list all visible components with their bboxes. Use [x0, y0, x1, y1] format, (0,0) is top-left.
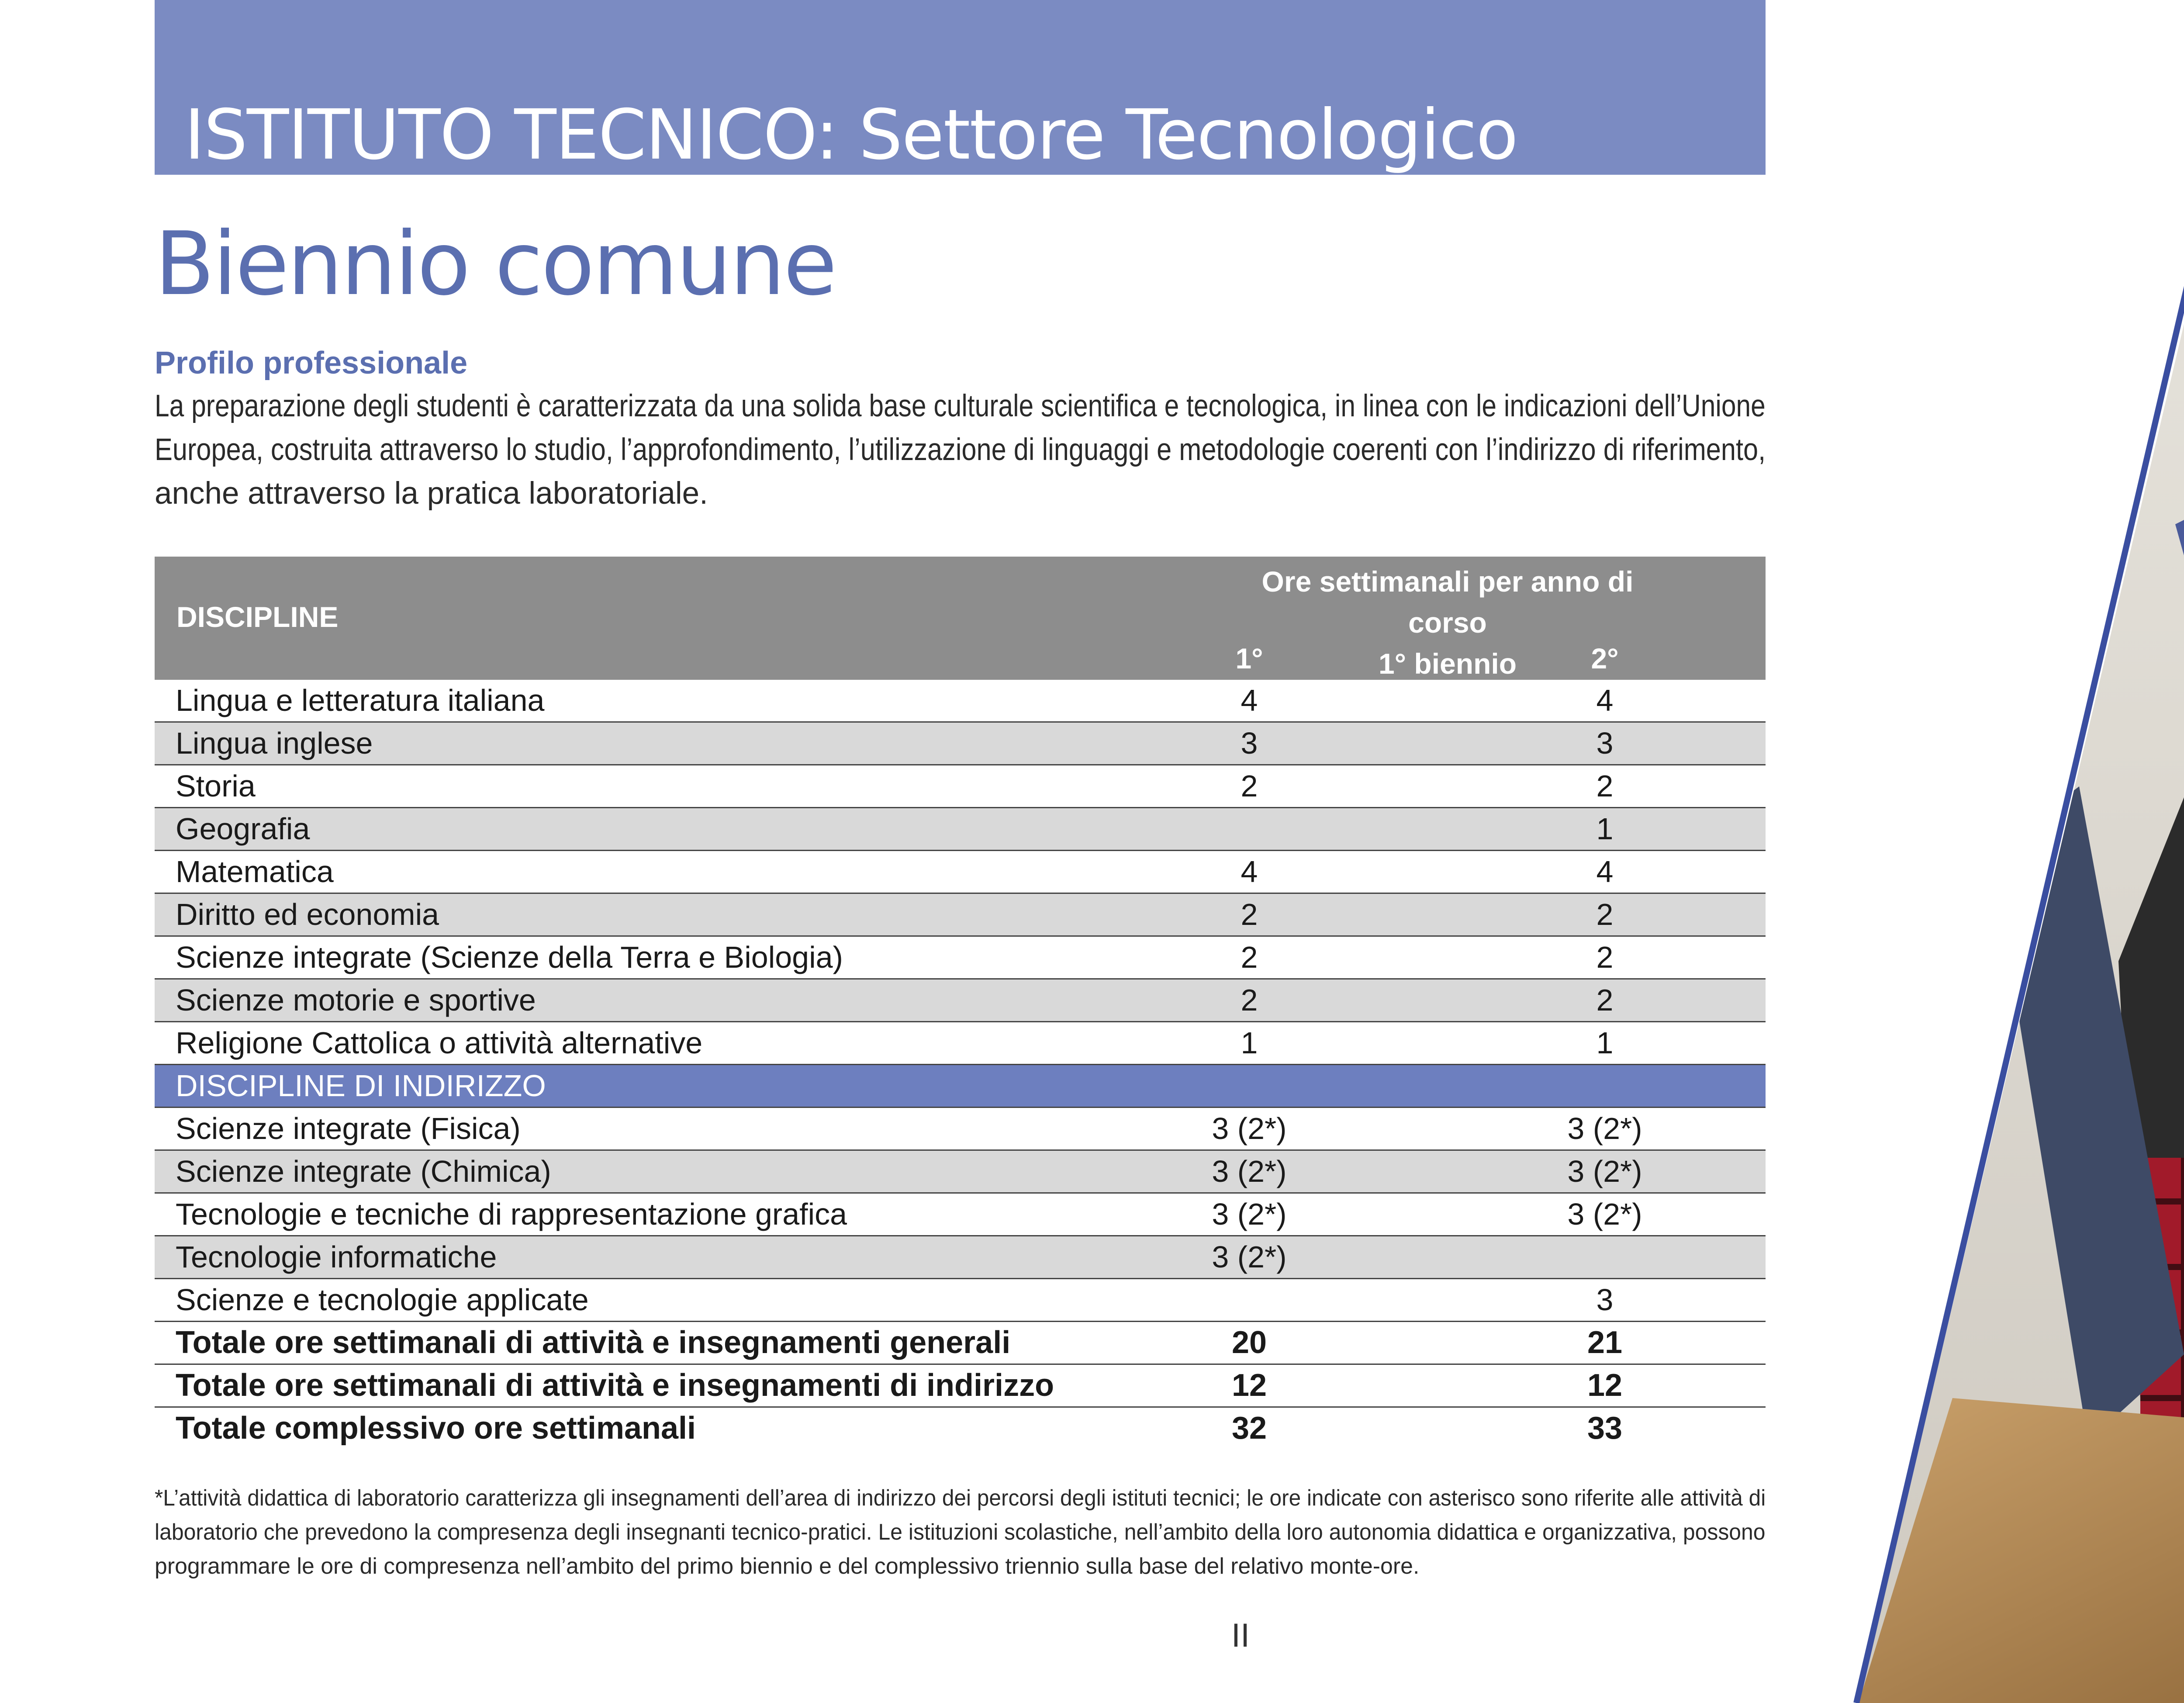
- row-hours-year2: 1: [1596, 812, 1614, 846]
- row-hours-year2: 21: [1587, 1325, 1623, 1360]
- row-hours-year1: 1: [1241, 1026, 1258, 1060]
- footnote-line: *L’attività didattica di laboratorio caratterizza gli insegnamenti dell’area di indirizzo dei percorsi degli istituti tecnici; le ore indicate con asterisco sono riferite alle attività di: [155, 1485, 1766, 1511]
- header-hours-line1: Ore settimanali per anno di corso: [1261, 565, 1634, 639]
- page-number: II: [1231, 1617, 1250, 1654]
- footnote-line: laboratorio che prevedono la compresenza degli insegnanti tecnico-pratici. Le istituzioni scolastiche, nell’ambito della loro autonomia didattica e organizzativa, possono: [155, 1520, 1766, 1545]
- row-hours-year2: 12: [1587, 1368, 1623, 1403]
- table-row: [155, 1322, 1766, 1365]
- row-hours-year2: 2: [1596, 940, 1614, 974]
- table-row: [155, 851, 1766, 894]
- profile-line: Europea, costruita attraverso lo studio, l’approfondimento, l’utilizzazione di linguaggi e metodologie coerenti con l’indirizzo di riferimento,: [155, 433, 1766, 467]
- table-row: [155, 1194, 1766, 1236]
- row-hours-year2: 3 (2*): [1567, 1111, 1642, 1146]
- table-row: [155, 980, 1766, 1022]
- row-discipline: DISCIPLINE DI INDIRIZZO: [176, 1069, 546, 1103]
- row-hours-year1: 3 (2*): [1212, 1240, 1287, 1274]
- row-discipline: Scienze integrate (Scienze della Terra e Biologia): [176, 940, 843, 974]
- header-year1: 1°: [1235, 642, 1263, 675]
- row-hours-year2: 2: [1596, 983, 1614, 1017]
- header-title: ISTITUTO TECNICO: Settore Tecnologico: [184, 95, 1517, 175]
- row-discipline: Storia: [176, 769, 256, 803]
- table-row: [155, 1065, 1766, 1108]
- table-header: [155, 557, 1766, 680]
- row-hours-year1: 3 (2*): [1212, 1154, 1287, 1188]
- table-body: [155, 680, 1766, 1449]
- row-hours-year2: 3 (2*): [1567, 1154, 1642, 1188]
- row-hours-year1: 32: [1231, 1411, 1267, 1446]
- row-hours-year1: 3 (2*): [1212, 1197, 1287, 1231]
- row-discipline: Matematica: [176, 855, 334, 889]
- profile-heading: Profilo professionale: [155, 346, 468, 381]
- section-title: Biennio comune: [155, 213, 836, 315]
- row-hours-year2: 3: [1596, 726, 1614, 760]
- row-discipline: Totale complessivo ore settimanali: [176, 1411, 696, 1446]
- table-row: [155, 1108, 1766, 1151]
- row-hours-year1: 3 (2*): [1212, 1111, 1287, 1146]
- table-row: [155, 937, 1766, 980]
- footnote: [155, 1481, 1771, 1583]
- table-row: [155, 1236, 1766, 1279]
- table-row: [155, 765, 1766, 808]
- table-row: [155, 1365, 1766, 1408]
- row-hours-year1: 2: [1241, 769, 1258, 803]
- table-row: [155, 680, 1766, 723]
- header-band: [155, 0, 1766, 175]
- table-row: [155, 894, 1766, 937]
- table-row: [155, 1408, 1766, 1449]
- row-hours-year1: 3: [1241, 726, 1258, 760]
- profile-text: [155, 384, 1766, 516]
- row-discipline: Totale ore settimanali di attività e insegnamenti generali: [176, 1325, 1011, 1360]
- profile-line: anche attraverso la pratica laboratoriale.: [155, 476, 708, 511]
- row-discipline: Lingua inglese: [176, 726, 373, 760]
- row-hours-year1: 2: [1241, 940, 1258, 974]
- row-hours-year2: 3: [1596, 1283, 1614, 1317]
- row-hours-year1: 4: [1241, 855, 1258, 889]
- row-hours-year2: 1: [1596, 1026, 1614, 1060]
- row-hours-year2: 2: [1596, 897, 1614, 931]
- table-row: [155, 1022, 1766, 1065]
- header-year2: 2°: [1591, 642, 1619, 675]
- row-discipline: Tecnologie informatiche: [176, 1240, 497, 1274]
- footnote-line: programmare le ore di compresenza nell’ambito del primo biennio e del complessivo triennio sulla base del relativo monte-ore.: [155, 1554, 1420, 1579]
- profile-line: La preparazione degli studenti è caratterizzata da una solida base culturale scientifica e tecnologica, in linea con le indicazioni dell’Unione: [155, 389, 1766, 423]
- table-row: [155, 1279, 1766, 1322]
- row-hours-year1: 2: [1241, 897, 1258, 931]
- table-row: [155, 723, 1766, 765]
- row-hours-year1: 12: [1231, 1368, 1267, 1403]
- row-hours-year2: 3 (2*): [1567, 1197, 1642, 1231]
- row-hours-year2: 4: [1596, 683, 1614, 717]
- row-hours-year2: 33: [1587, 1411, 1623, 1446]
- table-row: [155, 808, 1766, 851]
- row-hours-year2: 4: [1596, 855, 1614, 889]
- row-discipline: Religione Cattolica o attività alternative: [176, 1026, 703, 1060]
- row-discipline: Geografia: [176, 812, 310, 846]
- row-hours-year1: 4: [1241, 683, 1258, 717]
- row-hours-year1: 20: [1231, 1325, 1267, 1360]
- row-discipline: Scienze e tecnologie applicate: [176, 1283, 589, 1317]
- row-hours-year2: 2: [1596, 769, 1614, 803]
- header-disciplines: DISCIPLINE: [176, 601, 339, 633]
- row-discipline: Totale ore settimanali di attività e insegnamenti di indirizzo: [176, 1368, 1054, 1403]
- curriculum-table: [155, 557, 1766, 1449]
- row-discipline: Lingua e letteratura italiana: [176, 683, 545, 717]
- row-discipline: Diritto ed economia: [176, 897, 439, 931]
- table-row: [155, 1151, 1766, 1194]
- row-discipline: Scienze integrate (Chimica): [176, 1154, 551, 1188]
- header-hours-line2: 1° biennio: [1378, 647, 1517, 680]
- row-discipline: Scienze motorie e sportive: [176, 983, 536, 1017]
- row-discipline: Tecnologie e tecniche di rappresentazione grafica: [176, 1197, 847, 1231]
- row-discipline: Scienze integrate (Fisica): [176, 1111, 521, 1146]
- row-hours-year1: 2: [1241, 983, 1258, 1017]
